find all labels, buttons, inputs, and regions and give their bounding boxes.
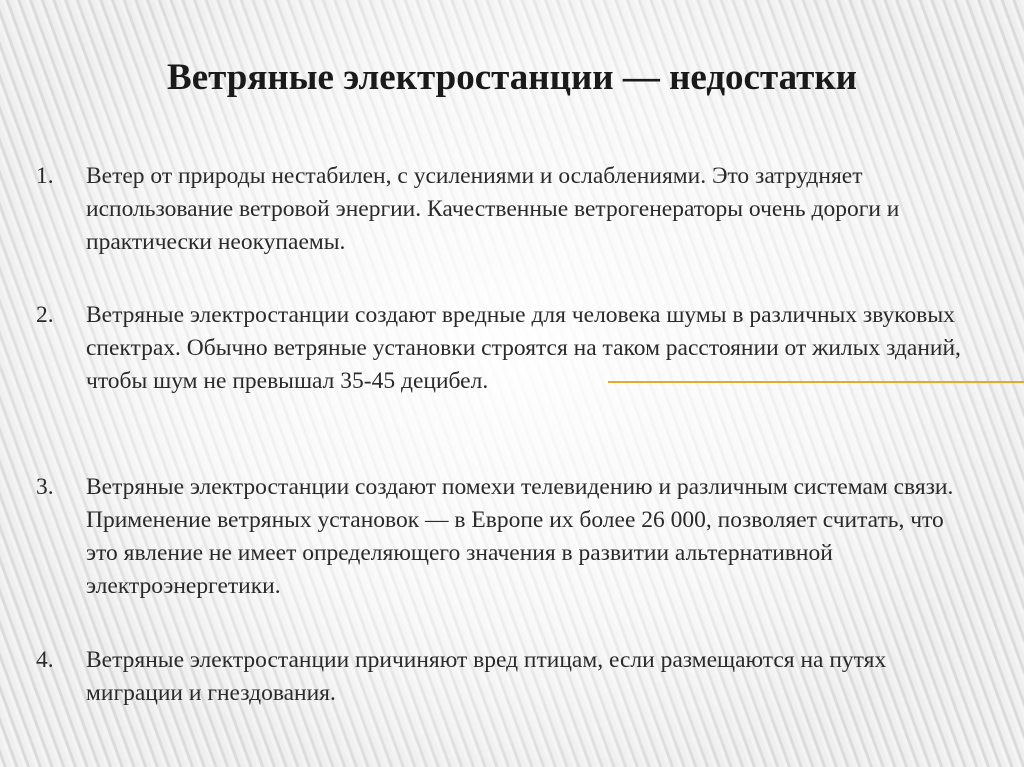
list-item-3 (36, 471, 976, 603)
list-item-text: Ветер от природы нестабилен, с усилениями и ослаблениями. Это затрудняет использование ветровой энергии. Качественные ветрогенераторы очень дороги и практически неокупаемы. (86, 163, 900, 255)
list-item-number: 2. (36, 302, 54, 328)
list-item-1 (36, 160, 976, 259)
list-item-text: Ветряные электростанции создают вредные для человека шумы в различных звуковых спектрах. Обычно ветряные установки строятся на таком расстоянии от жилых зданий, чтобы шум не превышал 35-45 децибел. (86, 302, 961, 394)
slide-title: Ветряные электростанции — недостатки (167, 57, 857, 98)
list-item-2 (36, 299, 976, 398)
list-item-4 (36, 644, 976, 710)
list-item-number: 3. (36, 474, 54, 500)
list-item-text: Ветряные электростанции создают помехи телевидению и различным системам связи. Применение ветряных установок — в Европе их более 26 000, позволяет считать, что это явление не имеет определяющего значения в развитии альтернативной электроэнергетики. (86, 474, 954, 599)
list-item-number: 4. (36, 647, 54, 673)
list-item-text: Ветряные электростанции причиняют вред птицам, если размещаются на путях миграции и гнездования. (86, 647, 887, 706)
list-item-number: 1. (36, 163, 54, 189)
